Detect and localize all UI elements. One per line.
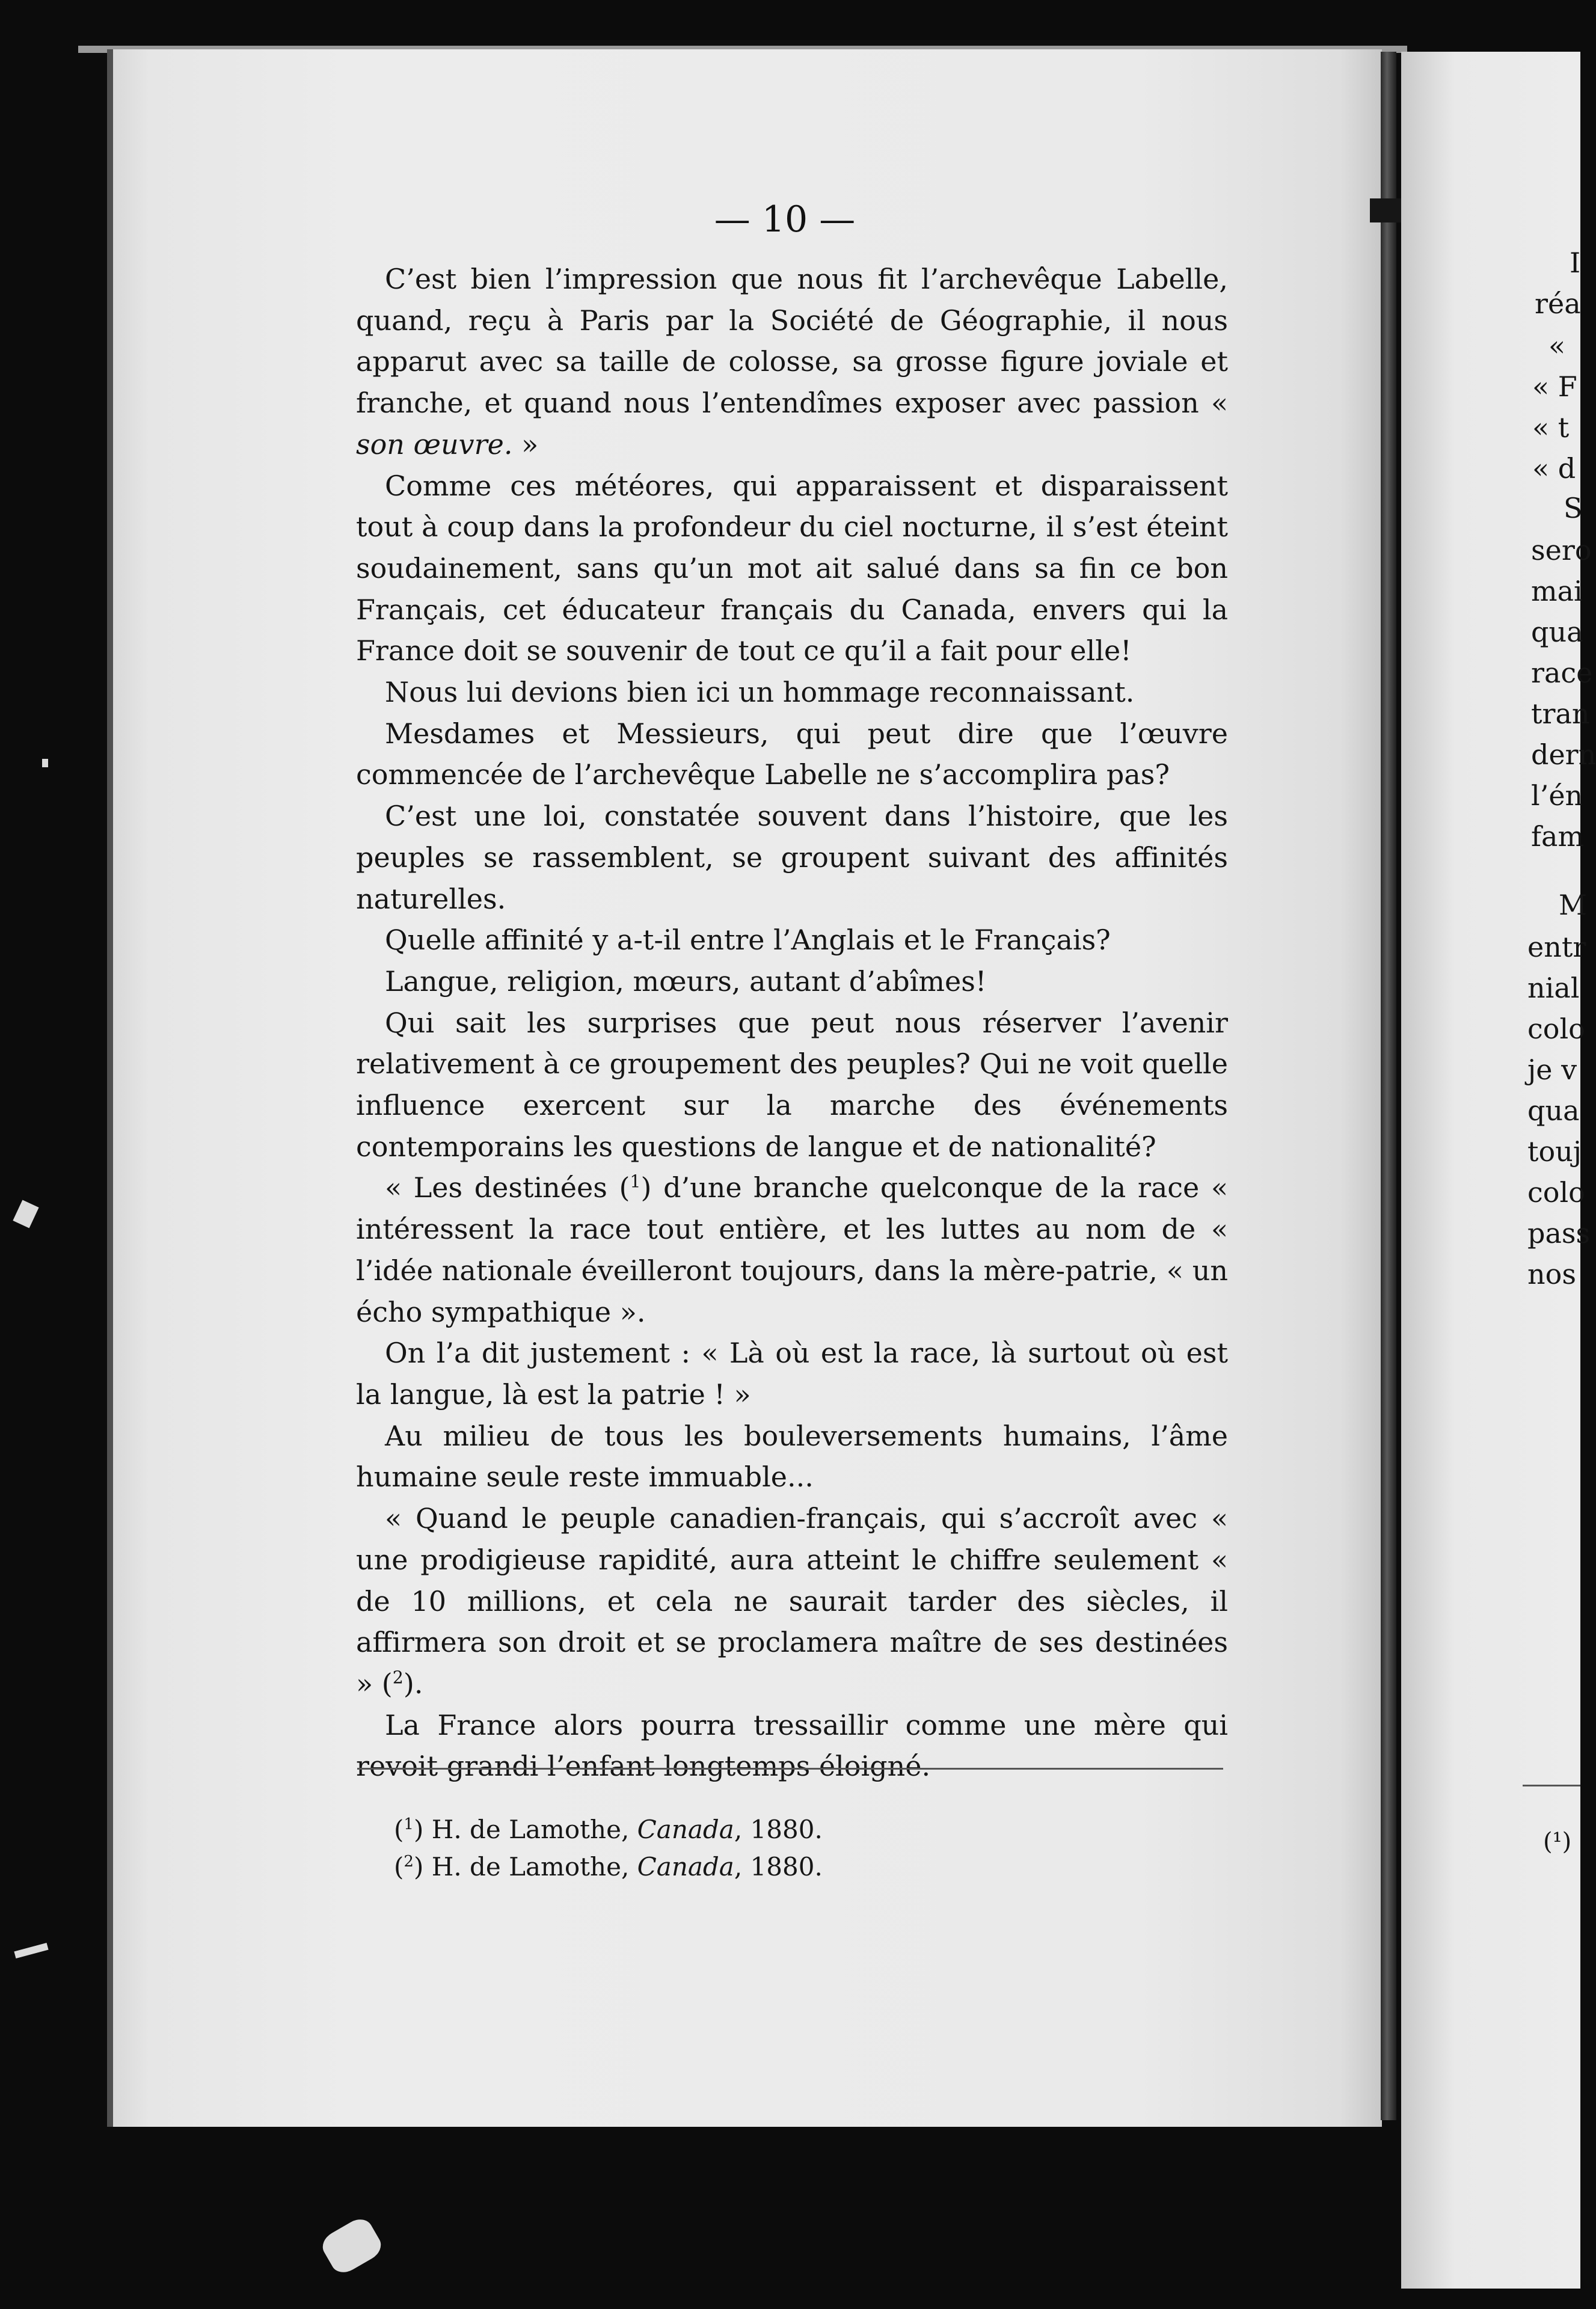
footnote-divider: [357, 1768, 1223, 1770]
facing-fragment: race: [1531, 657, 1593, 689]
body-text: [356, 259, 1228, 1787]
facing-fragment: pass: [1527, 1217, 1591, 1250]
facing-fragment: « d: [1532, 452, 1576, 485]
footnote-ref-2: 2: [392, 1667, 404, 1688]
quote-2-before: « Quand le peuple canadien-français, qui s’accroît avec « une prodigieuse rapidité, aura atteint le chiffre seulement « de 10 millions, et cela ne saurait tarder des siècles, il affirmera son droit et se proclamera maître de ses destinées » (: [356, 1502, 1228, 1700]
facing-fragment: I: [1570, 247, 1581, 279]
paragraph-4: Mesdames et Messieurs, qui peut dire que l’œuvre commencée de l’archevêque Labelle ne s’accomplira pas?: [356, 717, 1228, 791]
paragraph-ame-humaine: Au milieu de tous les bouleversements humains, l’âme humaine seule reste immuable...: [356, 1419, 1228, 1494]
page-spine-edge: [1381, 52, 1396, 2120]
footnote-2-mark: 2: [404, 1853, 414, 1871]
binding-clip: [1370, 198, 1406, 222]
son-oeuvre-italic: son œuvre.: [356, 428, 513, 461]
facing-fragment: (¹): [1543, 1828, 1572, 1856]
page-number: — 10 —: [714, 198, 856, 241]
facing-fragment: fam: [1531, 820, 1585, 853]
dust-speck: [14, 1943, 48, 1958]
facing-fragment: touj: [1527, 1135, 1582, 1168]
footnote-2-author: H. de Lamothe,: [423, 1852, 637, 1881]
dust-speck: [318, 2214, 386, 2278]
footnote-1-mark: 1: [404, 1815, 414, 1833]
paragraph-8: Qui sait les surprises que peut nous réserver l’avenir relativement à ce groupement des peuples? Qui ne voit quelle influence exercent sur la marche des événements contemporains les questions de langue et de nationalité?: [356, 1006, 1228, 1163]
facing-fragment: colo: [1527, 1176, 1585, 1209]
facing-fragment: tran: [1531, 698, 1590, 730]
paragraph-5: C’est une loi, constatée souvent dans l’histoire, que les peuples se rassemblent, se groupent suivant des affinités naturelles.: [356, 800, 1228, 915]
footnote-2: ($^2$) H. de Lamothe, Canada, 1880.: [394, 1852, 823, 1881]
facing-fragment: S: [1564, 492, 1583, 524]
facing-fragment: entr: [1527, 931, 1586, 963]
dust-speck: [13, 1200, 38, 1228]
facing-fragment: nial: [1527, 972, 1580, 1004]
footnotes: [394, 1811, 1116, 1886]
facing-fragment: nos: [1527, 1258, 1576, 1290]
facing-fragment: l’én: [1531, 779, 1583, 812]
facing-fragment: mai: [1531, 575, 1583, 607]
paragraph-6: Quelle affinité y a-t-il entre l’Anglais et le Français?: [385, 924, 1111, 957]
facing-fragment: réa: [1535, 287, 1581, 320]
paragraph-2: Comme ces météores, qui apparaissent et disparaissent tout à coup dans la profondeur du ciel nocturne, il s’est éteint soudainement, sans qu’un mot ait salué dans sa fin ce bon Français, cet éducateur français du Canada, envers qui la France doit se souvenir de tout ce qu’il a fait pour elle!: [356, 469, 1228, 667]
footnote-2-work: Canada: [637, 1852, 734, 1881]
facing-fragment: M: [1559, 889, 1588, 921]
footnote-1: ($^1$) H. de Lamothe, Canada, 1880.: [394, 1815, 823, 1844]
footnote-1-year: , 1880.: [734, 1815, 823, 1844]
paragraph-3: Nous lui devions bien ici un hommage reconnaissant.: [385, 676, 1135, 709]
footnote-ref-1: 1: [630, 1172, 641, 1192]
facing-fragment: sero: [1531, 534, 1592, 566]
footnote-2-year: , 1880.: [734, 1852, 823, 1881]
quote-1: [356, 1167, 1228, 1332]
quote-1-after: ) d’une branche quelconque de la race « intéressent la race tout entière, et les luttes au nom de « l’idée nationale éveilleront toujours, dans la mère-patrie, « un écho sympathique ».: [356, 1171, 1228, 1328]
paragraph-7: Langue, religion, mœurs, autant d’abîmes!: [385, 964, 987, 998]
facing-fragment: qua: [1527, 1094, 1580, 1127]
paragraph-quote-race: On l’a dit justement : « Là où est la race, là surtout où est la langue, là est la patrie ! »: [356, 1337, 1228, 1411]
facing-fragment: je v: [1527, 1053, 1577, 1086]
dust-speck: [42, 759, 48, 767]
footnote-1-work: Canada: [637, 1815, 734, 1844]
facing-footnote-divider: [1523, 1785, 1580, 1786]
facing-fragment: colo: [1527, 1013, 1585, 1045]
quote-1-before: « Les destinées (: [385, 1171, 630, 1204]
footnote-1-author: H. de Lamothe,: [423, 1815, 637, 1844]
paragraph-1: [356, 259, 1228, 465]
facing-fragment: «: [1548, 330, 1566, 362]
facing-fragment: « t: [1532, 411, 1570, 444]
quote-2-after: ).: [403, 1667, 423, 1700]
quote-2: [356, 1498, 1228, 1705]
paragraph-1-text: C’est bien l’impression que nous fit l’archevêque Labelle, quand, reçu à Paris par la Société de Géographie, il nous apparut avec sa taille de colosse, sa grosse figure joviale et franche, et quand nous l’entendîmes exposer avec passion « son œuvre. »: [356, 263, 1228, 461]
facing-fragment: qua: [1531, 616, 1583, 648]
paragraph-final: La France alors pourra tressaillir comme une mère qui revoit grandi l’enfant longtemps éloigné.: [356, 1708, 1228, 1783]
facing-fragment: « F: [1532, 370, 1577, 403]
facing-fragment: dern: [1531, 738, 1596, 771]
